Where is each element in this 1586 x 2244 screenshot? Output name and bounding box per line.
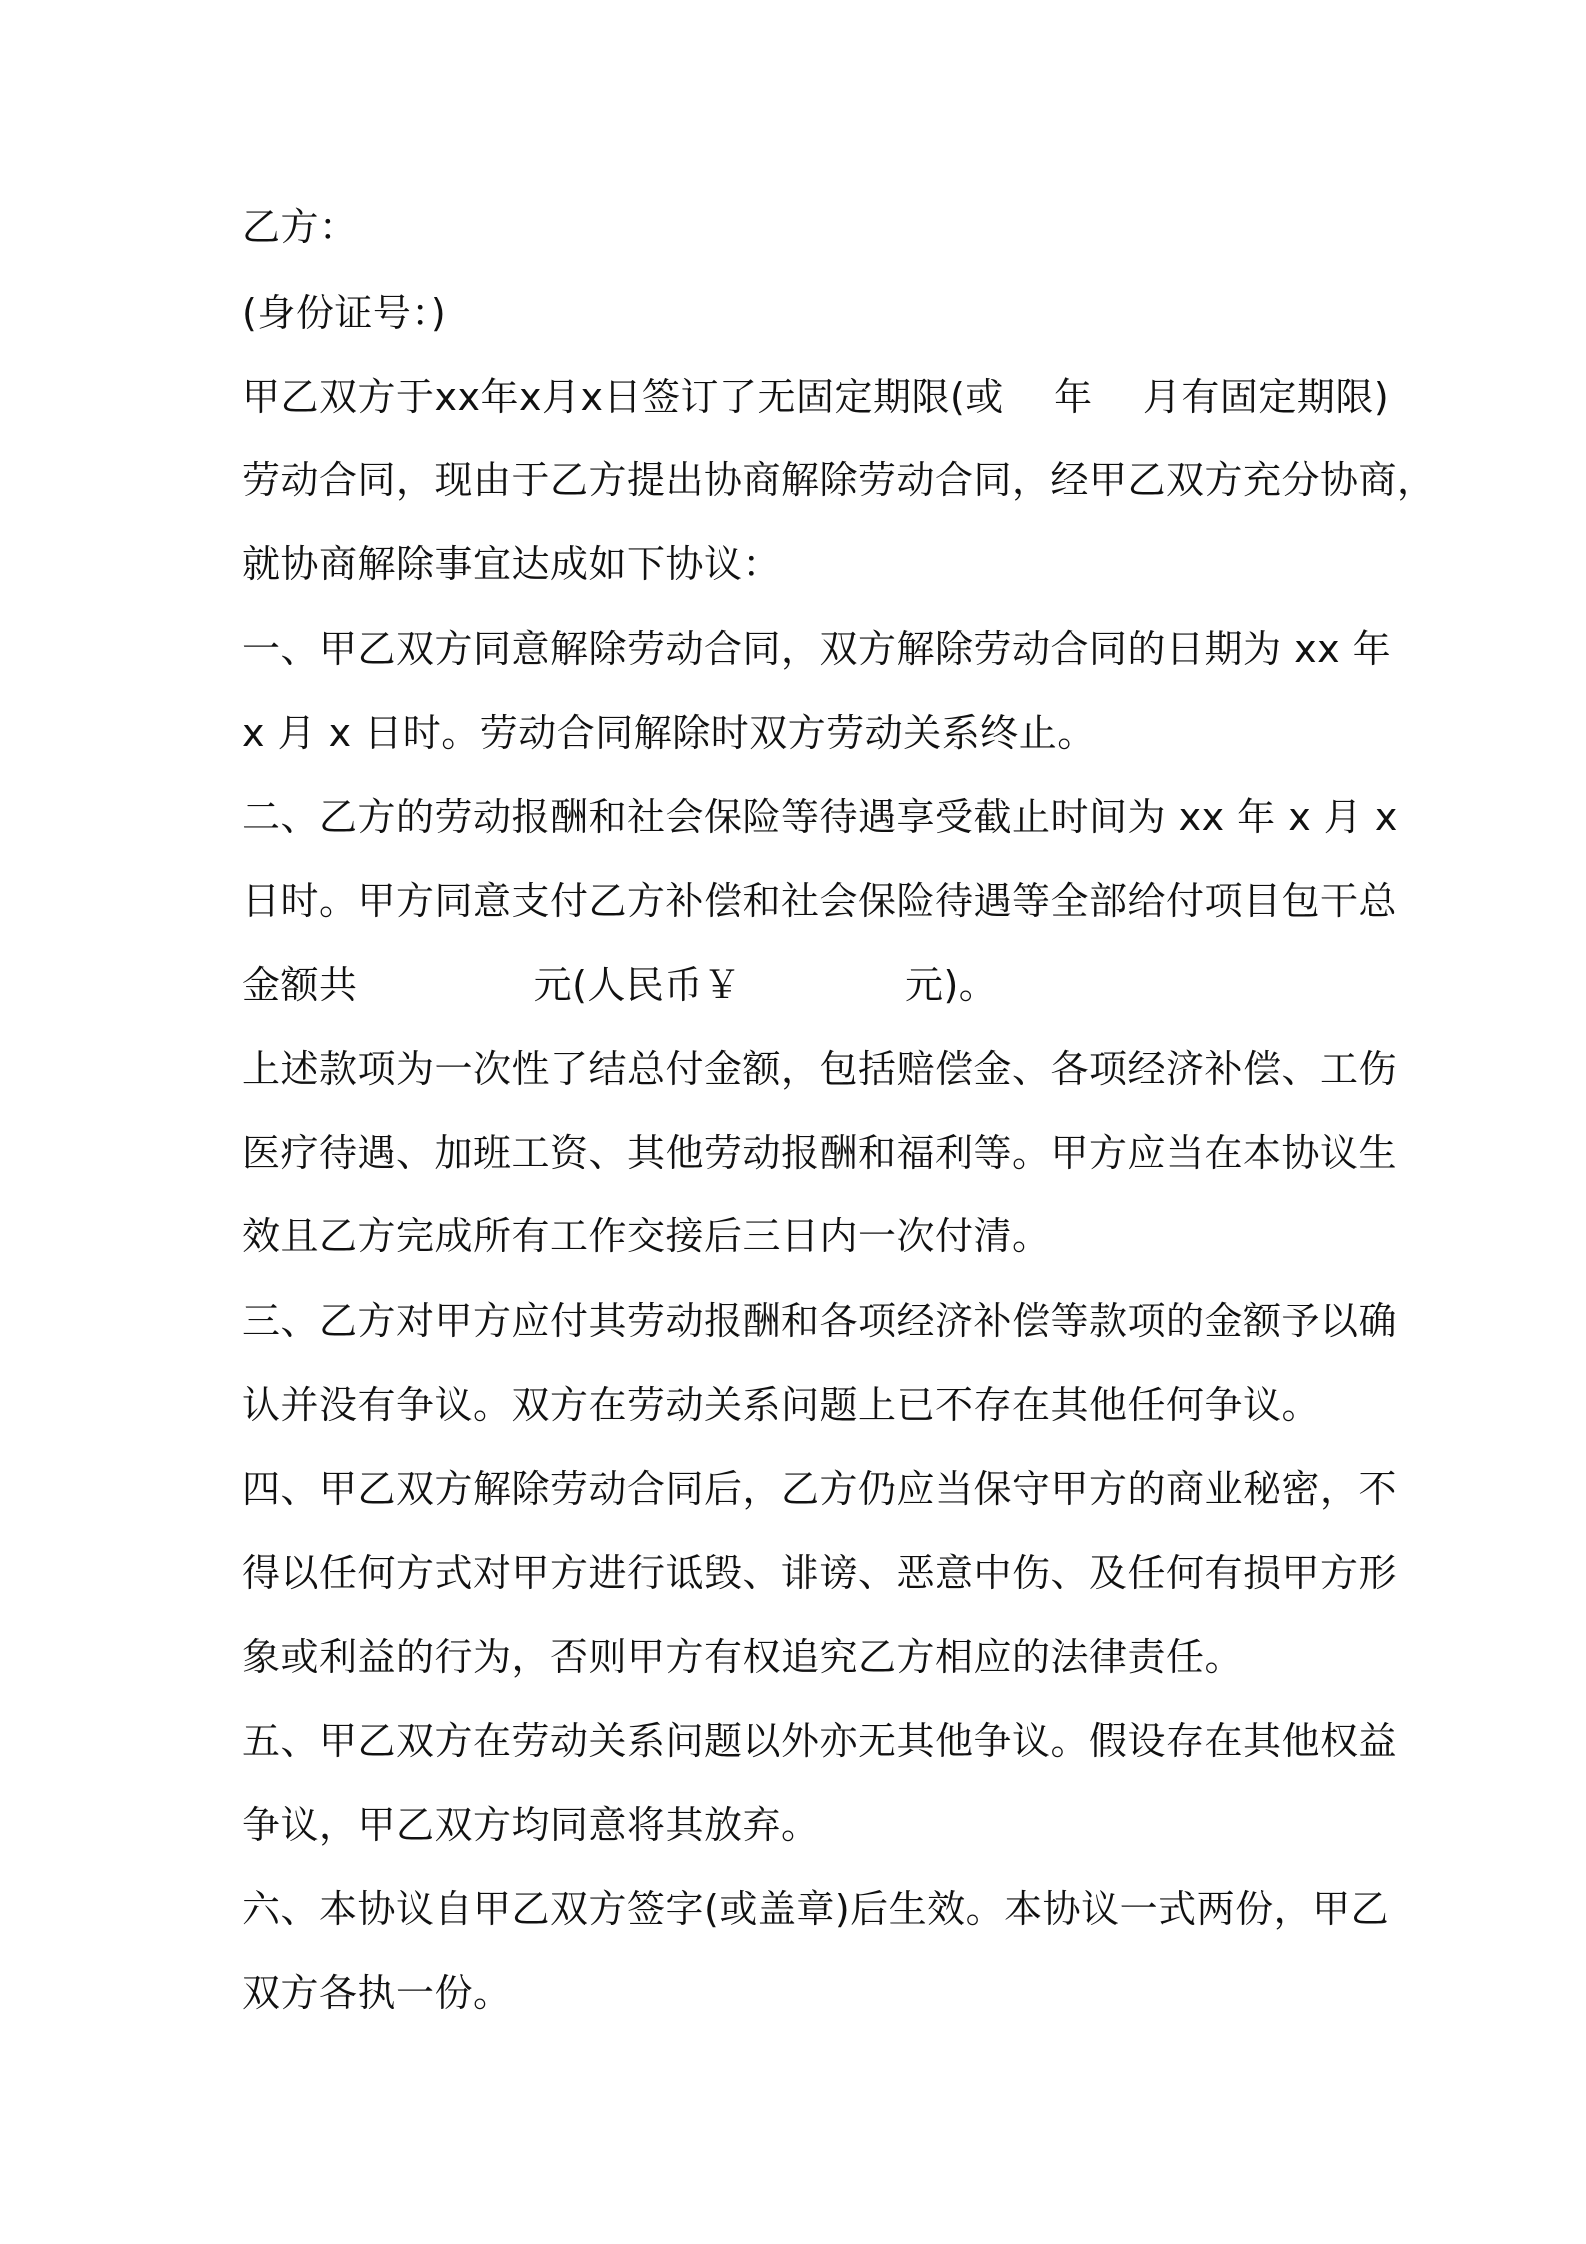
text-line: 甲乙双方于xx年x月x日签订了无固定期限(或 年 月有固定期限) xyxy=(242,375,1390,419)
text-line: 医疗待遇、加班工资、其他劳动报酬和福利等。甲方应当在本协议生 xyxy=(242,1131,1398,1175)
text-line: 劳动合同，现由于乙方提出协商解除劳动合同，经甲乙双方充分协商， xyxy=(242,458,1436,502)
text-line: 六、本协议自甲乙双方签字(或盖章)后生效。本协议一式两份，甲乙 xyxy=(242,1887,1390,1931)
text-line: 三、乙方对甲方应付其劳动报酬和各项经济补偿等款项的金额予以确 xyxy=(242,1299,1398,1343)
text-line: 一、甲乙双方同意解除劳动合同，双方解除劳动合同的日期为 xx 年 xyxy=(242,627,1392,671)
text-line: 乙方： xyxy=(242,205,358,249)
text-line: 认并没有争议。双方在劳动关系问题上已不存在其他任何争议。 xyxy=(242,1383,1321,1427)
text-line: 双方各执一份。 xyxy=(242,1971,512,2015)
text-line: 日时。甲方同意支付乙方补偿和社会保险待遇等全部给付项目包干总 xyxy=(242,879,1398,923)
text-line: 争议，甲乙双方均同意将其放弃。 xyxy=(242,1803,820,1847)
text-line: (身份证号：) xyxy=(242,291,447,335)
text-line: 金额共 元(人民币￥ 元)。 xyxy=(242,963,998,1007)
text-line: 二、乙方的劳动报酬和社会保险等待遇享受截止时间为 xx 年 x 月 x xyxy=(242,795,1398,839)
text-line: 就协商解除事宜达成如下协议： xyxy=(242,542,782,586)
text-line: 上述款项为一次性了结总付金额，包括赔偿金、各项经济补偿、工伤 xyxy=(242,1047,1398,1091)
text-line: 效且乙方完成所有工作交接后三日内一次付清。 xyxy=(242,1214,1051,1258)
text-line: x 月 x 日时。劳动合同解除时双方劳动关系终止。 xyxy=(242,711,1096,755)
text-line: 四、甲乙双方解除劳动合同后，乙方仍应当保守甲方的商业秘密，不 xyxy=(242,1467,1398,1511)
text-line: 五、甲乙双方在劳动关系问题以外亦无其他争议。假设存在其他权益 xyxy=(242,1719,1398,1763)
text-line: 得以任何方式对甲方进行诋毁、诽谤、恶意中伤、及任何有损甲方形 xyxy=(242,1551,1398,1595)
text-line: 象或利益的行为，否则甲方有权追究乙方相应的法律责任。 xyxy=(242,1635,1244,1679)
